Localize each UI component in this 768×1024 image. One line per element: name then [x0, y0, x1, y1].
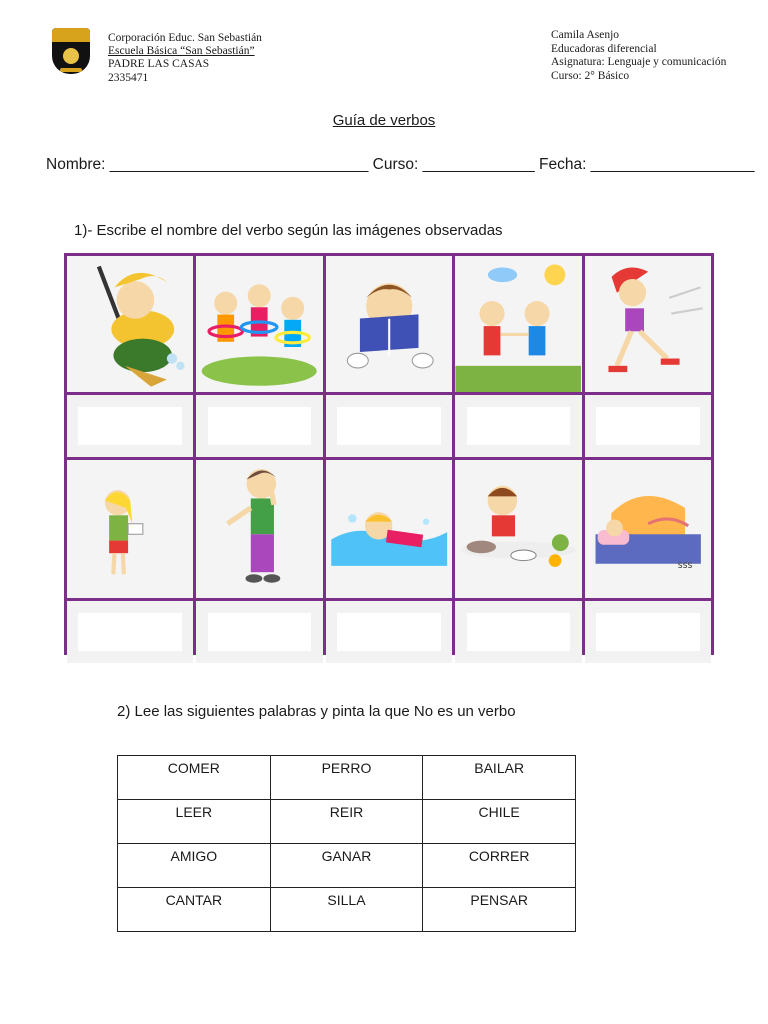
sleeping-illustration — [585, 460, 711, 598]
answer-box-6[interactable] — [67, 601, 193, 663]
table-row — [118, 756, 576, 800]
picture-walking — [455, 256, 581, 392]
word-cell[interactable]: PERRO — [270, 756, 423, 800]
answer-box-10[interactable] — [585, 601, 711, 663]
word-cell[interactable]: LEER — [118, 800, 271, 844]
word-cell[interactable]: AMIGO — [118, 844, 271, 888]
picture-sleeping — [585, 460, 711, 598]
answer-box-5[interactable] — [585, 395, 711, 457]
picture-reading — [326, 256, 452, 392]
walking-illustration — [455, 256, 581, 392]
school-city: PADRE LAS CASAS — [108, 58, 210, 71]
teacher-subject: Asignatura: Lenguaje y comunicación — [551, 56, 727, 68]
word-cell[interactable]: PENSAR — [423, 888, 576, 932]
instruction-2: 2) Lee las siguientes palabras y pinta la que No es un verbo — [117, 703, 516, 720]
word-cell[interactable]: SILLA — [270, 888, 423, 932]
answer-box-1[interactable] — [67, 395, 193, 457]
school-name: Escuela Básica “San Sebastián” — [108, 45, 255, 58]
table-row — [118, 800, 576, 844]
picture-sweeping — [67, 256, 193, 392]
answer-box-3[interactable] — [326, 395, 452, 457]
picture-swimming — [326, 460, 452, 598]
picture-skating — [585, 256, 711, 392]
picture-eating — [455, 460, 581, 598]
word-cell[interactable]: CHILE — [423, 800, 576, 844]
word-cell[interactable]: REIR — [270, 800, 423, 844]
answer-box-7[interactable] — [196, 601, 322, 663]
skating-illustration — [585, 256, 711, 392]
writing-illustration — [67, 460, 193, 598]
answer-box-9[interactable] — [455, 601, 581, 663]
teacher-role: Educadoras diferencial — [551, 42, 657, 55]
student-fields[interactable]: Nombre: ______________________________ Curso: _____________ Fecha: ___________________ — [46, 156, 755, 173]
swimming-illustration — [326, 460, 452, 598]
reading-illustration — [326, 256, 452, 392]
teacher-info — [551, 29, 726, 83]
teacher-course: Curso: 2° Básico — [551, 69, 630, 82]
verb-picture-grid — [64, 253, 714, 655]
school-phone: 2335471 — [108, 71, 149, 84]
instruction-1: 1)- Escribe el nombre del verbo según las imágenes observadas — [74, 222, 503, 239]
picture-thinking — [196, 460, 322, 598]
word-cell[interactable]: BAILAR — [423, 756, 576, 800]
word-cell[interactable]: CORRER — [423, 844, 576, 888]
picture-hula-hoop — [196, 256, 322, 392]
school-info — [108, 32, 262, 85]
page-title: Guía de verbos — [332, 112, 436, 129]
hula-hoop-illustration — [196, 256, 322, 392]
svg-text:ꜱꜱꜱ: ꜱꜱꜱ — [677, 559, 693, 571]
words-table — [117, 755, 576, 932]
thinking-illustration — [196, 460, 322, 598]
sweeping-illustration — [67, 256, 193, 392]
eating-illustration — [455, 460, 581, 598]
word-cell[interactable]: COMER — [118, 756, 271, 800]
school-logo — [52, 28, 90, 74]
school-corporation: Corporación Educ. San Sebastián — [108, 32, 262, 44]
answer-box-2[interactable] — [196, 395, 322, 457]
word-cell[interactable]: GANAR — [270, 844, 423, 888]
table-row — [118, 888, 576, 932]
picture-writing — [67, 460, 193, 598]
answer-box-8[interactable] — [326, 601, 452, 663]
teacher-name: Camila Asenjo — [551, 29, 620, 41]
word-cell[interactable]: CANTAR — [118, 888, 271, 932]
table-row — [118, 844, 576, 888]
answer-box-4[interactable] — [455, 395, 581, 457]
